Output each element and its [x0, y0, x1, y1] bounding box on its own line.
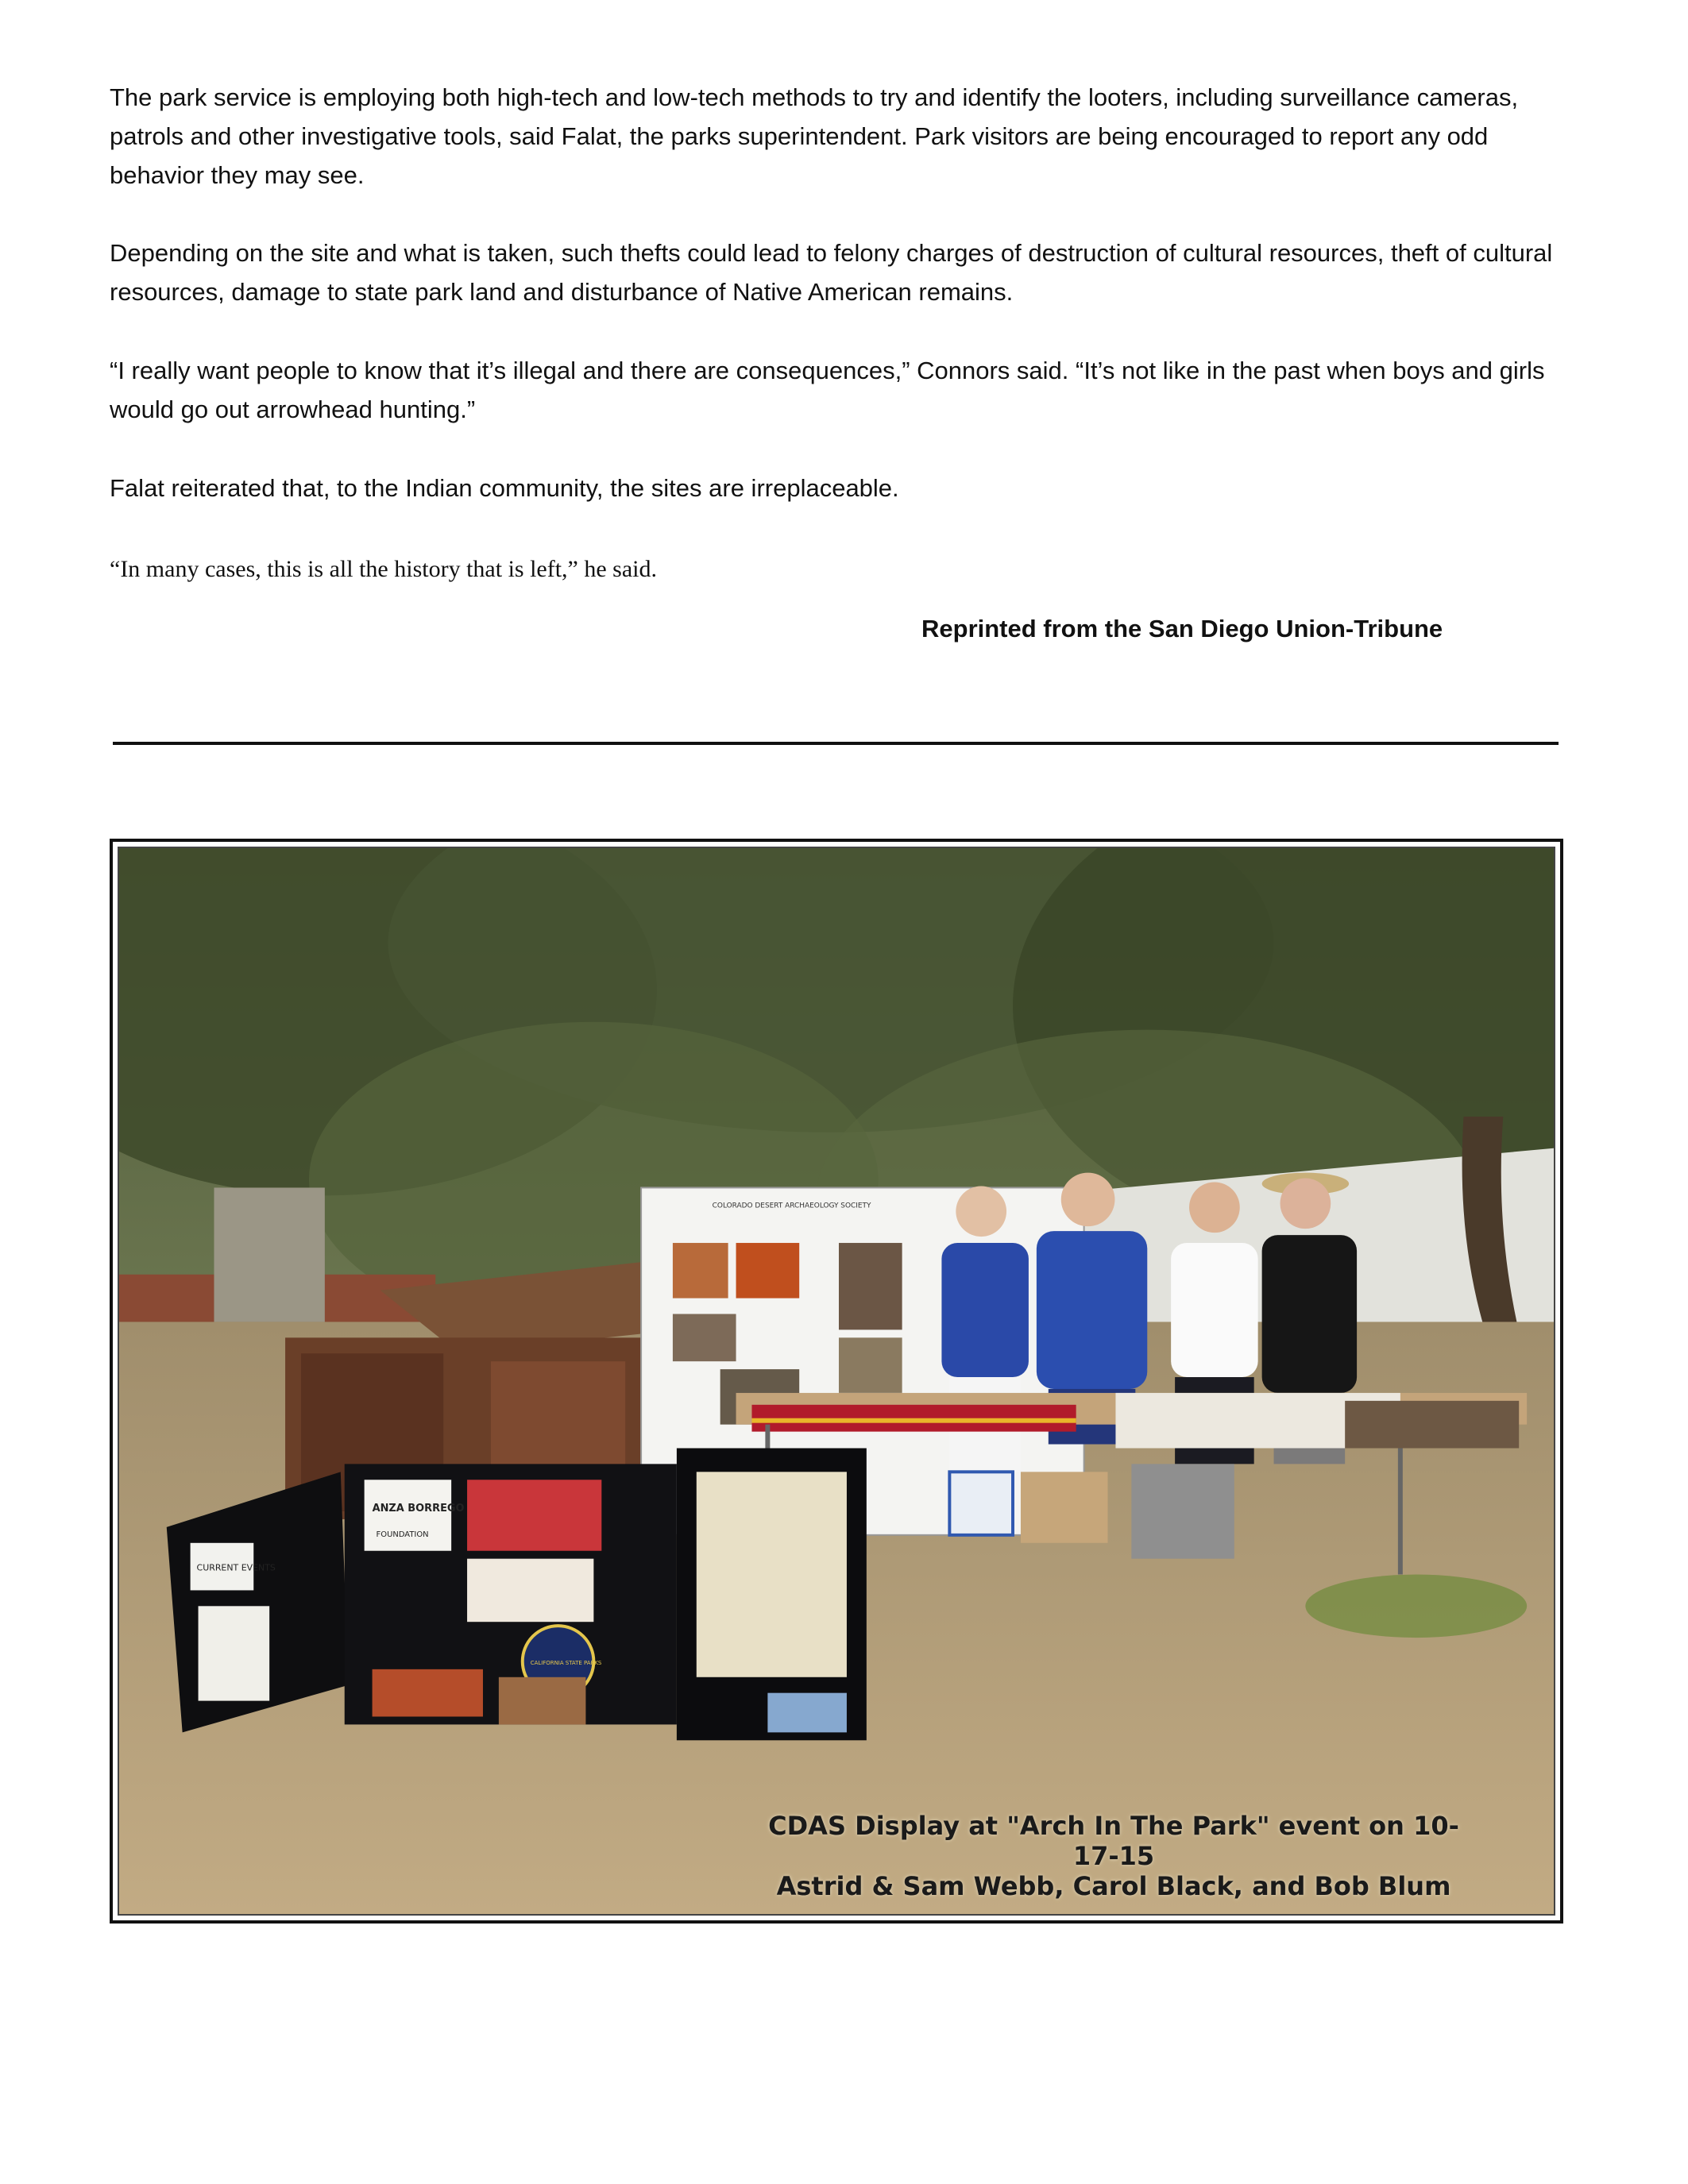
- section-divider: [113, 742, 1559, 745]
- caption-line-1: CDAS Display at "Arch In The Park" event on 10-17-15: [768, 1811, 1459, 1871]
- photo-caption: [764, 1811, 1463, 1901]
- event-photo-illustration: [119, 848, 1554, 1914]
- caption-line-2: Astrid & Sam Webb, Carol Black, and Bob Blum: [776, 1871, 1451, 1901]
- reprint-credit: Reprinted from the San Diego Union-Tribune: [921, 615, 1443, 642]
- state-parks-seal-label: CALIFORNIA STATE PARKS: [530, 1659, 602, 1666]
- cdas-board-label: COLORADO DESERT ARCHAEOLOGY SOCIETY: [712, 1202, 871, 1210]
- paragraph-5: “In many cases, this is all the history that is left,” he said.: [110, 556, 658, 582]
- paragraph-3: “I really want people to know that it’s illegal and there are consequences,” Connors said. “It’s not like in the past when boys and girls would go out arrowhead hunting.”: [110, 357, 1545, 423]
- current-events-label: CURRENT EVENTS: [196, 1562, 276, 1573]
- photo-frame: [110, 839, 1563, 1924]
- anza-borrego-foundation-label: FOUNDATION: [376, 1530, 429, 1539]
- anza-borrego-sign-label: ANZA BORREGO: [372, 1503, 465, 1515]
- paragraph-4: Falat reiterated that, to the Indian community, the sites are irreplaceable.: [110, 474, 899, 502]
- paragraph-1: The park service is employing both high-tech and low-tech methods to try and identify the looters, including surveillance cameras, patrols and other investigative tools, said Falat, the parks superintendent. Park visitors are being encouraged to report any odd behavior they may see.: [110, 83, 1519, 189]
- paragraph-2: Depending on the site and what is taken, such thefts could lead to felony charges of destruction of cultural resources, theft of cultural resources, damage to state park land and disturbance of Native American remains.: [110, 239, 1553, 306]
- event-photo: [118, 847, 1555, 1916]
